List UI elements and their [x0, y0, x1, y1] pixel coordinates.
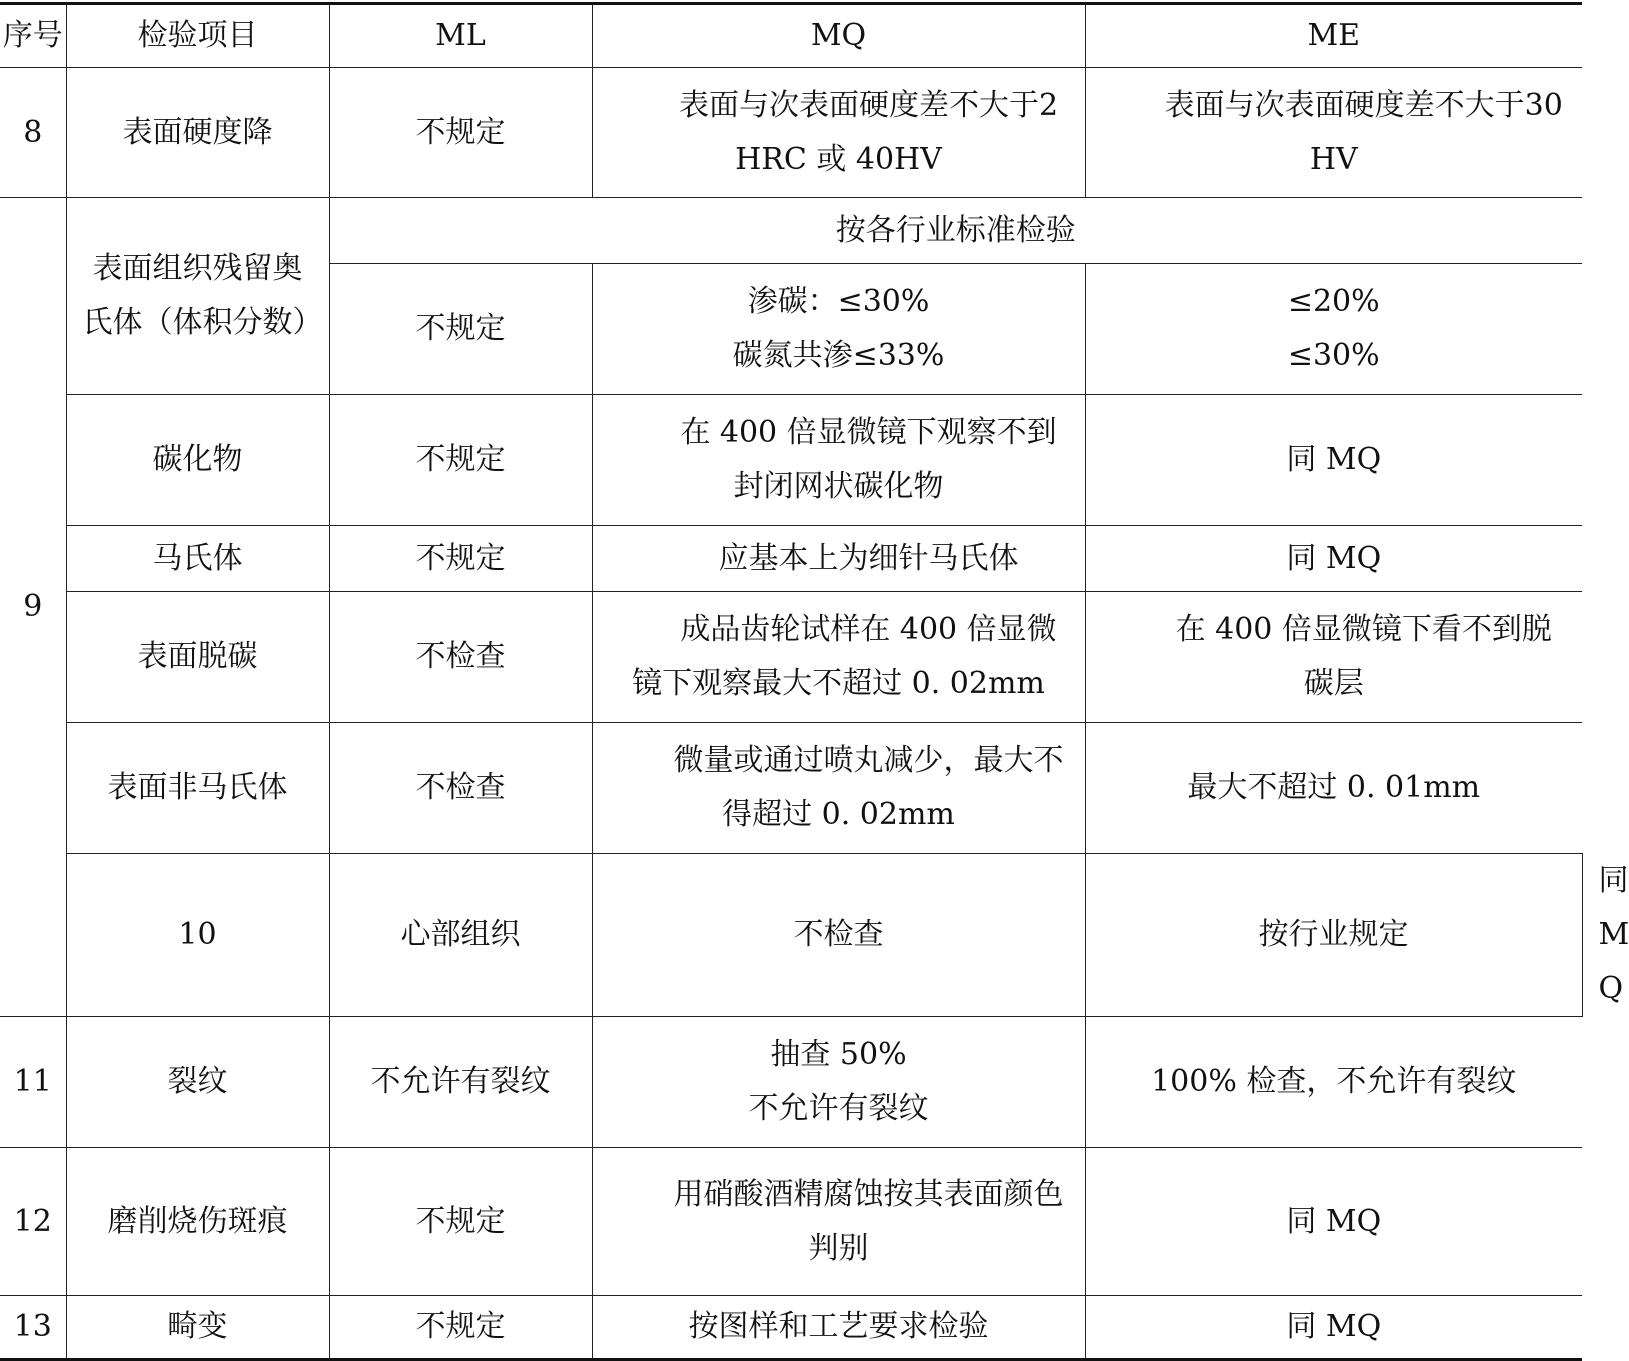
row-me: 表面与次表面硬度差不大于30HV	[1085, 68, 1582, 198]
row-mq-line: 渗碳：≤30%	[747, 284, 930, 319]
header-me: ME	[1085, 4, 1582, 68]
table-row	[0, 395, 1582, 526]
row-item: 碳化物	[66, 395, 329, 526]
row-mq: 按行业规定	[1085, 854, 1582, 1017]
row-item: 畸变	[66, 1296, 329, 1360]
row-me-line: ≤20%	[1287, 284, 1380, 319]
row-ml: 不规定	[329, 68, 592, 198]
row-mq-line: 碳氮共渗≤33%	[732, 338, 945, 373]
table-row	[0, 592, 1582, 723]
row-item: 表面组织残留奥氏体（体积分数）	[66, 198, 329, 395]
row-me-line: ≤30%	[1287, 338, 1380, 373]
row-ml: 不检查	[592, 854, 1085, 1017]
table-row	[0, 198, 1582, 264]
row-mq: 用硝酸酒精腐蚀按其表面颜色判别	[592, 1148, 1085, 1296]
row-me	[1085, 264, 1582, 395]
header-no: 序号	[0, 4, 66, 68]
row-no: 9	[0, 198, 66, 1017]
inspection-spec-table	[0, 2, 1629, 1361]
row-no: 12	[0, 1148, 66, 1296]
row-mq: 微量或通过喷丸减少，最大不得超过 0. 02mm	[592, 723, 1085, 854]
row-me: 100% 检查，不允许有裂纹	[1085, 1017, 1582, 1148]
row-item: 裂纹	[66, 1017, 329, 1148]
row-item: 表面非马氏体	[66, 723, 329, 854]
row-me: 同 MQ	[1085, 1296, 1582, 1360]
row-no: 8	[0, 68, 66, 198]
row-common-requirement: 按各行业标准检验	[329, 198, 1582, 264]
row-me: 在 400 倍显微镜下看不到脱碳层	[1085, 592, 1582, 723]
table-row	[0, 1148, 1582, 1296]
row-mq: 成品齿轮试样在 400 倍显微镜下观察最大不超过 0. 02mm	[592, 592, 1085, 723]
row-mq: 应基本上为细针马氏体	[592, 526, 1085, 592]
header-item: 检验项目	[66, 4, 329, 68]
row-ml: 不规定	[329, 395, 592, 526]
row-ml: 不规定	[329, 1296, 592, 1360]
row-mq	[592, 1017, 1085, 1148]
header-mq: MQ	[592, 4, 1085, 68]
row-item: 表面硬度降	[66, 68, 329, 198]
table-row: 10 心部组织 不检查 按行业规定 同 MQ	[0, 854, 1582, 1017]
table-row	[0, 68, 1582, 198]
table-row	[0, 1296, 1582, 1360]
header-ml: ML	[329, 4, 592, 68]
table-row	[0, 1017, 1582, 1148]
row-ml: 不检查	[329, 723, 592, 854]
row-item: 马氏体	[66, 526, 329, 592]
row-mq: 在 400 倍显微镜下观察不到封闭网状碳化物	[592, 395, 1085, 526]
row-me: 同 MQ	[1085, 1148, 1582, 1296]
row-me: 同 MQ	[1085, 526, 1582, 592]
row-item: 表面脱碳	[66, 592, 329, 723]
table-row	[0, 723, 1582, 854]
row-item: 磨削烧伤斑痕	[66, 1148, 329, 1296]
table-row	[0, 526, 1582, 592]
header-row	[0, 4, 1582, 68]
row-ml: 不规定	[329, 526, 592, 592]
row-no: 13	[0, 1296, 66, 1360]
row-ml: 不规定	[329, 1148, 592, 1296]
row-ml: 不检查	[329, 592, 592, 723]
row-me: 最大不超过 0. 01mm	[1085, 723, 1582, 854]
row-mq: 按图样和工艺要求检验	[592, 1296, 1085, 1360]
row-mq-line: 抽查 50%	[770, 1037, 907, 1072]
row-mq-line: 不允许有裂纹	[748, 1091, 929, 1126]
row-no: 10	[66, 854, 329, 1017]
row-me: 同 MQ	[1085, 395, 1582, 526]
row-mq: 表面与次表面硬度差不大于2HRC 或 40HV	[592, 68, 1085, 198]
row-mq	[592, 264, 1085, 395]
row-ml: 不规定	[329, 264, 592, 395]
row-no: 11	[0, 1017, 66, 1148]
row-ml: 不允许有裂纹	[329, 1017, 592, 1148]
row-item: 心部组织	[329, 854, 592, 1017]
